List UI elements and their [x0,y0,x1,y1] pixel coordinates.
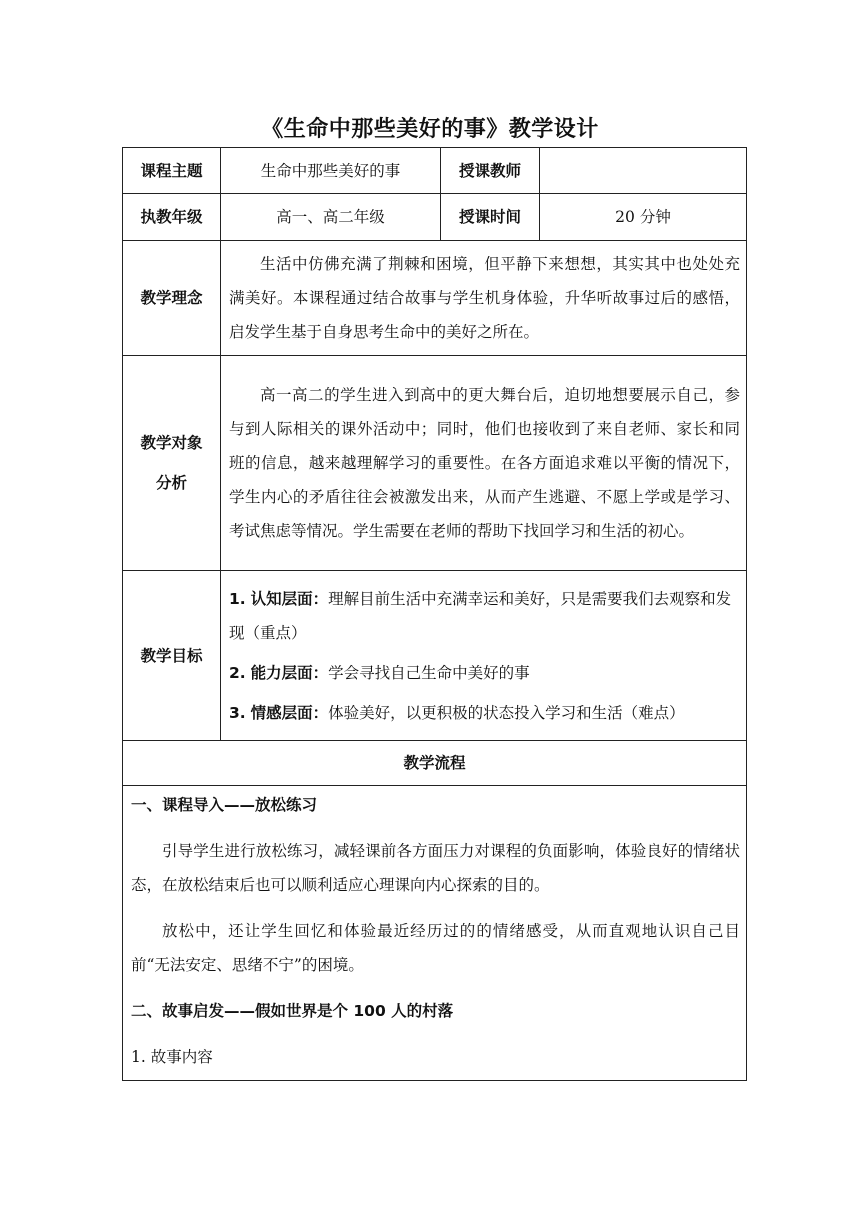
goal-key: 能力层面： [250,663,329,682]
table-row [123,786,747,1081]
goal-text: 学会寻找自己生命中美好的事 [328,663,530,682]
time-value: 20 分钟 [540,194,747,241]
page-title: 《生命中那些美好的事》教学设计 [261,117,599,142]
goal-key: 情感层面： [250,703,329,722]
analysis-label-line-1: 教学对象 [140,434,203,452]
goal-item [229,696,740,730]
table-row [123,741,747,786]
philosophy-cell [221,241,747,356]
section-1-paragraph-1: 引导学生进行放松练习，减轻课前各方面压力对课程的负面影响，体验良好的情绪状态，在放松结束后也可以顺利适应心理课向内心探索的目的。 [131,842,740,894]
section-2-subtitle: 1. 故事内容 [131,1048,213,1066]
goal-item [229,582,740,650]
section-2-title: 二、故事启发——假如世界是个 100 人的村落 [131,1002,454,1020]
analysis-text: 高一高二的学生进入到高中的更大舞台后，迫切地想要展示自己，参与到人际相关的课外活动中；同时，他们也接收到了来自老师、家长和同班的信息，越来越理解学习的重要性。在各方面追求难以平衡的情况下，学生内心的矛盾往往会被激发出来，从而产生逃避、不愿上学或是学习、考试焦虑等情况。学生需要在老师的帮助下找回学习和生活的初心。 [229,386,740,540]
lesson-plan-table [122,147,747,1081]
goals-label: 教学目标 [123,571,221,741]
goal-number: 3. [229,703,246,722]
time-label: 授课时间 [441,194,540,241]
section-1-paragraph-2: 放松中，还让学生回忆和体验最近经历过的的情绪感受，从而直观地认识自己目前“无法安定、思绪不宁”的困境。 [131,922,740,974]
table-row [123,571,747,741]
table-row [123,241,747,356]
teacher-value [540,148,747,194]
goal-number: 2. [229,663,246,682]
philosophy-label: 教学理念 [123,241,221,356]
grade-label: 执教年级 [123,194,221,241]
table-row [123,194,747,241]
flow-header: 教学流程 [123,741,747,786]
topic-label: 课程主题 [123,148,221,194]
analysis-cell [221,356,747,571]
teacher-label: 授课教师 [441,148,540,194]
goal-number: 1. [229,589,246,608]
analysis-label-line-2: 分析 [155,474,187,492]
analysis-label [123,356,221,571]
philosophy-text: 生活中仿佛充满了荆棘和困境，但平静下来想想，其实其中也处处充满美好。本课程通过结合故事与学生机身体验，升华听故事过后的感悟，启发学生基于自身思考生命中的美好之所在。 [229,255,740,341]
goal-text: 理解目前生活中充满幸运和美好，只是需要我们去观察和发现（重点） [229,589,732,642]
section-1-title: 一、课程导入——放松练习 [131,796,318,814]
table-row [123,148,747,194]
goal-item [229,656,740,690]
topic-value: 生命中那些美好的事 [221,148,441,194]
table-row [123,356,747,571]
grade-value: 高一、高二年级 [221,194,441,241]
goal-key: 认知层面： [250,589,329,608]
goal-text: 体验美好，以更积极的状态投入学习和生活（难点） [328,703,685,722]
goals-cell [221,571,747,741]
flow-content [123,786,747,1081]
